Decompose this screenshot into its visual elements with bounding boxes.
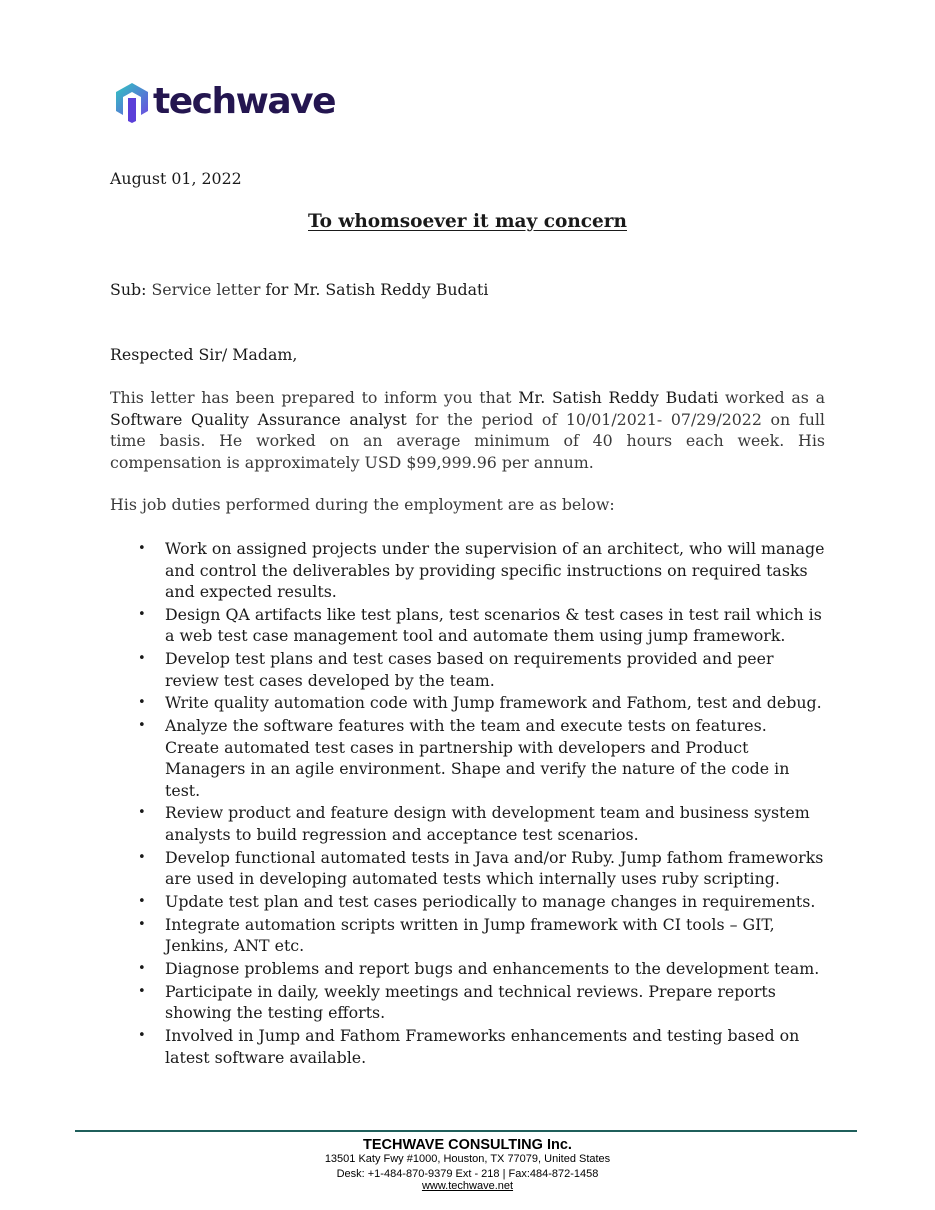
techwave-logo-icon [113, 81, 151, 123]
duty-item: • Write quality automation code with Jump framework and Fathom, test and debug. [110, 692, 825, 714]
letter-heading [110, 211, 825, 233]
employee-name: Mr. Satish Reddy Budati [518, 388, 719, 407]
letter-date: August 01, 2022 [110, 169, 242, 188]
logo-wordmark: techwave [153, 81, 336, 122]
duty-item: • Review product and feature design with development team and business system analysts to build regression and acceptance test scenarios. [110, 802, 825, 845]
duty-item: • Work on assigned projects under the supervision of an architect, who will manage and control the deliverables by providing specific instructions on required tasks and expected results. [110, 538, 825, 603]
duty-item: • Design QA artifacts like test plans, test scenarios & test cases in test rail which is a web test case management tool and automate them using jump framework. [110, 604, 825, 647]
subject-service-letter: Service letter [151, 280, 261, 299]
duties-intro: His job duties performed during the employment are as below: [110, 495, 615, 514]
duties-list [110, 538, 825, 1070]
subject-prefix: Sub: [110, 280, 152, 299]
duty-item: • Update test plan and test cases periodically to manage changes in requirements. [110, 891, 825, 913]
body-text-1: This letter has been prepared to inform you that [110, 388, 519, 407]
footer-divider [75, 1130, 857, 1132]
subject-rest: for Mr. Satish Reddy Budati [260, 280, 489, 299]
duty-item: • Involved in Jump and Fathom Frameworks enhancements and testing based on latest software available. [110, 1025, 825, 1068]
duty-item: • Develop test plans and test cases based on requirements provided and peer review test cases developed by the team. [110, 648, 825, 691]
duty-item: • Develop functional automated tests in Java and/or Ruby. Jump fathom frameworks are used in developing automated tests which internally uses ruby scripting. [110, 847, 825, 890]
duty-item: • Diagnose problems and report bugs and enhancements to the development team. [110, 958, 825, 980]
footer-website-link[interactable]: www.techwave.net [421, 1180, 514, 1192]
job-title: Software Quality Assurance analyst [110, 409, 407, 429]
duty-item: • Participate in daily, weekly meetings and technical reviews. Prepare reports showing the testing efforts. [110, 981, 825, 1024]
body-paragraph [110, 387, 825, 473]
body-text-2: worked as a [718, 388, 826, 407]
heading-text: To whomsoever it may concern [308, 211, 627, 232]
footer-company-name: TECHWAVE CONSULTING Inc. [363, 1137, 572, 1153]
duty-item: • Analyze the software features with the team and execute tests on features. Create automated test cases in partnership with developers and Product Managers in an agile environment. Shape and verify the nature of the code in test. [110, 715, 825, 801]
subject-line [110, 279, 825, 301]
greeting: Respected Sir/ Madam, [110, 345, 298, 364]
company-logo [113, 80, 335, 124]
footer-address: 13501 Katy Fwy #1000, Houston, TX 77079, United States [324, 1153, 611, 1165]
footer-contact: Desk: +1-484-870-9379 Ext - 218 | Fax:484-872-1458 [336, 1168, 599, 1180]
body-text-3: for the period of 10/01/2021- 07/29/2022 on full time basis. He worked on an average minimum of 40 hours each week. His compensation is approximately USD $99,999.96 per annum. [110, 409, 825, 472]
duty-item: • Integrate automation scripts written in Jump framework with CI tools – GIT, Jenkins, ANT etc. [110, 914, 825, 957]
